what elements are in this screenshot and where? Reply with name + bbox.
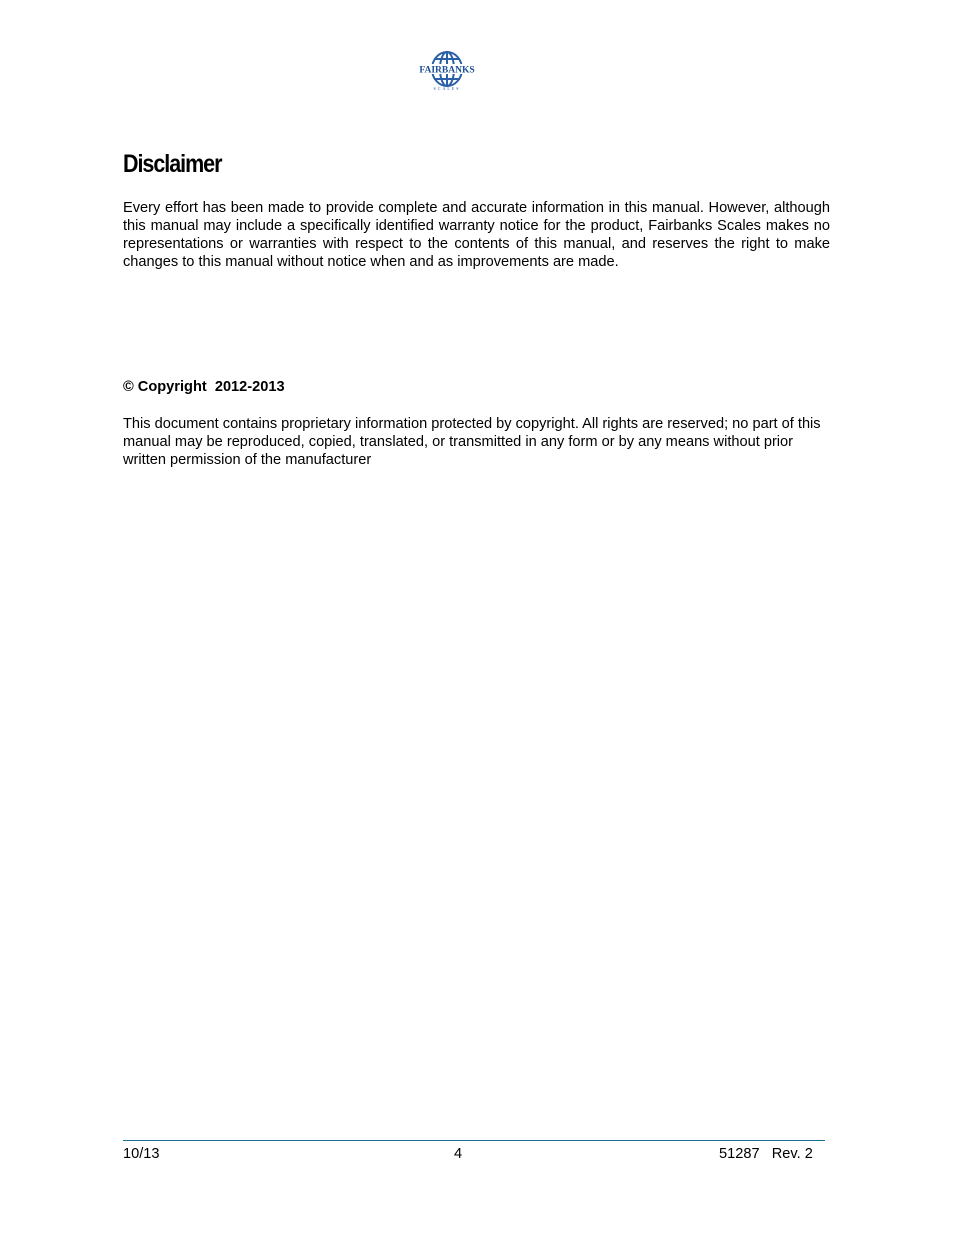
disclaimer-paragraph: Every effort has been made to provide complete and accurate information in this manual. However, although this manual may include a specifically identified warranty notice for the product, Fairbanks Scales makes no representations or warranties with respect to the contents of this manual, and reserves the right to make changes to this manual without notice when and as improvements are made.: [123, 200, 830, 270]
footer-doc-number: 51287 Rev. 2: [719, 1146, 813, 1162]
copyright-heading: © Copyright 2012-2013: [123, 379, 285, 395]
logo-wordmark: FAIRBANKS: [419, 65, 475, 76]
footer-divider: [123, 1140, 825, 1141]
fairbanks-logo: [416, 50, 478, 90]
footer-page-number: 4: [454, 1146, 463, 1162]
logo-subtext: SCALES: [433, 86, 461, 90]
copyright-paragraph: This document contains proprietary information protected by copyright. All rights are reserved; no part of this manual may be reproduced, copied, translated, or transmitted in any form or by any means without prior written permission of the manufacturer: [123, 416, 821, 468]
footer-date: 10/13: [123, 1146, 160, 1162]
fairbanks-globe-icon: [416, 50, 478, 90]
page-title: Disclaimer: [123, 150, 222, 178]
